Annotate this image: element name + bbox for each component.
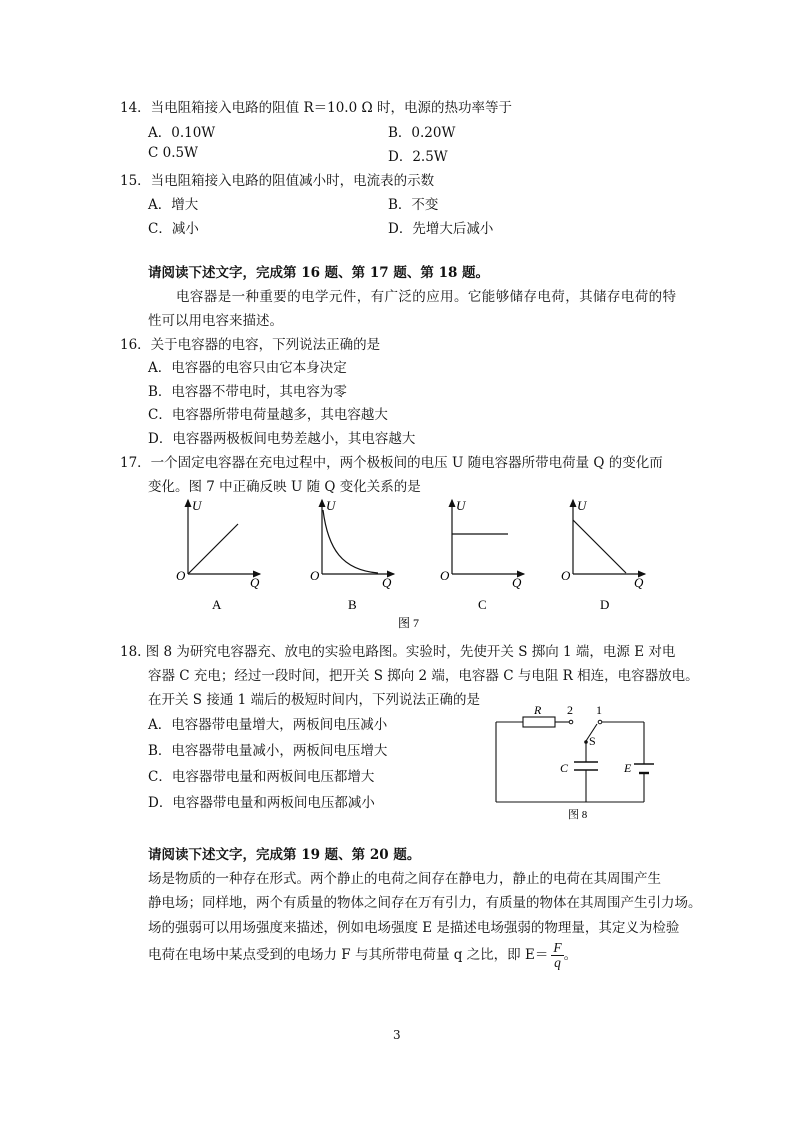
graph-d-q-label: Q [634, 575, 644, 590]
figure-7-caption: 图 7 [398, 616, 420, 630]
graph-c-q-label: Q [512, 575, 522, 590]
figure-8-circuit [486, 702, 666, 826]
graph-a-curve [188, 524, 238, 574]
graph-b-curve [323, 510, 378, 573]
page-number: 3 [393, 1028, 401, 1042]
q18-line1: 18. 图 8 为研究电容器充、放电的实验电路图。实验时，先使开关 S 掷向 1 端，电源 E 对电 [120, 644, 676, 660]
fraction-denominator: q [554, 955, 561, 970]
q15-stem: 15．当电阻箱接入电路的阻值减小时，电流表的示数 [120, 173, 435, 189]
section1-para-line1: 电容器是一种重要的电学元件，有广泛的应用。它能够储存电荷，其储存电荷的特 [176, 289, 677, 305]
section2-heading: 请阅读下述文字，完成第 19 题、第 20 题。 [148, 847, 421, 863]
terminal-1 [598, 720, 602, 724]
q14-option-d: D．2.5W [388, 149, 448, 165]
section2-line3: 场的强弱可以用场强度来描述，例如电场强度 E 是描述电场强弱的物理量，其定义为检验 [148, 920, 680, 936]
graph-d-label: D [600, 597, 610, 612]
section1-para-line2: 性可以用电容来描述。 [148, 313, 283, 329]
q14-option-a: A．0.10W [148, 125, 216, 141]
graph-b-q-label: Q [382, 575, 392, 590]
label-terminal-1: 1 [596, 703, 602, 717]
section1-heading: 请阅读下述文字，完成第 16 题、第 17 题、第 18 题。 [148, 265, 490, 281]
graph-b-label: B [348, 597, 357, 612]
q18-option-d: D．电容器带电量和两板间电压都减小 [148, 795, 375, 811]
figure-8-caption: 图 8 [568, 809, 588, 821]
graph-d-origin-label: O [561, 568, 571, 583]
graph-c-u-label: U [456, 498, 466, 513]
q18-line2: 容器 C 充电；经过一段时间，把开关 S 掷向 2 端，电容器 C 与电阻 R 相连，电容器放电。 [148, 668, 699, 684]
graph-a-origin-label: O [176, 568, 186, 583]
q14-option-c: C 0.5W [148, 145, 198, 161]
graph-b-origin-label: O [310, 568, 320, 583]
q16-stem: 16．关于电容器的电容，下列说法正确的是 [120, 337, 381, 353]
graph-b [310, 498, 394, 612]
q15-option-d: D．先增大后减小 [388, 221, 494, 237]
label-s: S [589, 734, 596, 748]
graph-a-q-label: Q [250, 575, 260, 590]
section2-line2: 静电场；同样地，两个有质量的物体之间存在万有引力，有质量的物体在其周围产生引力场。 [148, 895, 702, 911]
fraction-numerator: F [553, 940, 562, 955]
graph-d-u-label: U [577, 498, 587, 513]
q18-option-b: B．电容器带电量减小，两板间电压增大 [148, 743, 388, 759]
switch-pivot [584, 740, 588, 744]
e-equals-f-over-q-fraction [551, 941, 563, 970]
q16-option-a: A．电容器的电容只由它本身决定 [148, 360, 347, 376]
resistor-r [523, 717, 555, 727]
q16-option-b: B．电容器不带电时，其电容为零 [148, 384, 347, 400]
graph-d [561, 498, 645, 612]
terminal-2 [569, 720, 573, 724]
section2-line4-end: 。 [563, 947, 578, 963]
graph-c [440, 498, 524, 612]
q14-stem: 14．当电阻箱接入电路的阻值 R＝10.0 Ω 时，电源的热功率等于 [120, 100, 512, 116]
section2-line4-wrap [148, 941, 577, 970]
graph-c-label: C [478, 597, 487, 612]
graph-c-origin-label: O [440, 568, 450, 583]
q18-line3: 在开关 S 接通 1 端后的极短时间内，下列说法正确的是 [148, 692, 481, 708]
label-r: R [534, 703, 542, 717]
graph-b-u-label: U [326, 498, 336, 513]
graph-d-curve [573, 520, 626, 573]
section2-line4: 电荷在电场中某点受到的电场力 F 与其所带电荷量 q 之比，即 E＝ [148, 947, 549, 963]
q17-line1: 17．一个固定电容器在充电过程中，两个极板间的电压 U 随电容器所带电荷量 Q 的变化而 [120, 455, 663, 471]
label-terminal-2: 2 [567, 703, 573, 717]
q16-option-c: C．电容器所带电荷量越多，其电容越大 [148, 407, 388, 423]
graph-a-label: A [212, 597, 222, 612]
figure-7 [160, 494, 660, 634]
q16-option-d: D．电容器两极板间电势差越小，其电容越大 [148, 431, 416, 447]
label-e: E [624, 761, 632, 775]
graph-a [176, 498, 260, 612]
label-c: C [560, 761, 569, 775]
section2-line1: 场是物质的一种存在形式。两个静止的电荷之间存在静电力，静止的电荷在其周围产生 [148, 871, 661, 887]
q18-option-a: A．电容器带电量增大，两板间电压减小 [148, 717, 388, 733]
q15-option-b: B．不变 [388, 197, 439, 213]
q15-option-a: A．增大 [148, 197, 199, 213]
q17-line2: 变化。图 7 中正确反映 U 随 Q 变化关系的是 [148, 479, 421, 495]
q18-option-c: C．电容器带电量和两板间电压都增大 [148, 769, 375, 785]
q15-option-c: C．减小 [148, 221, 199, 237]
q14-option-b: B．0.20W [388, 125, 456, 141]
graph-a-u-label: U [192, 498, 202, 513]
